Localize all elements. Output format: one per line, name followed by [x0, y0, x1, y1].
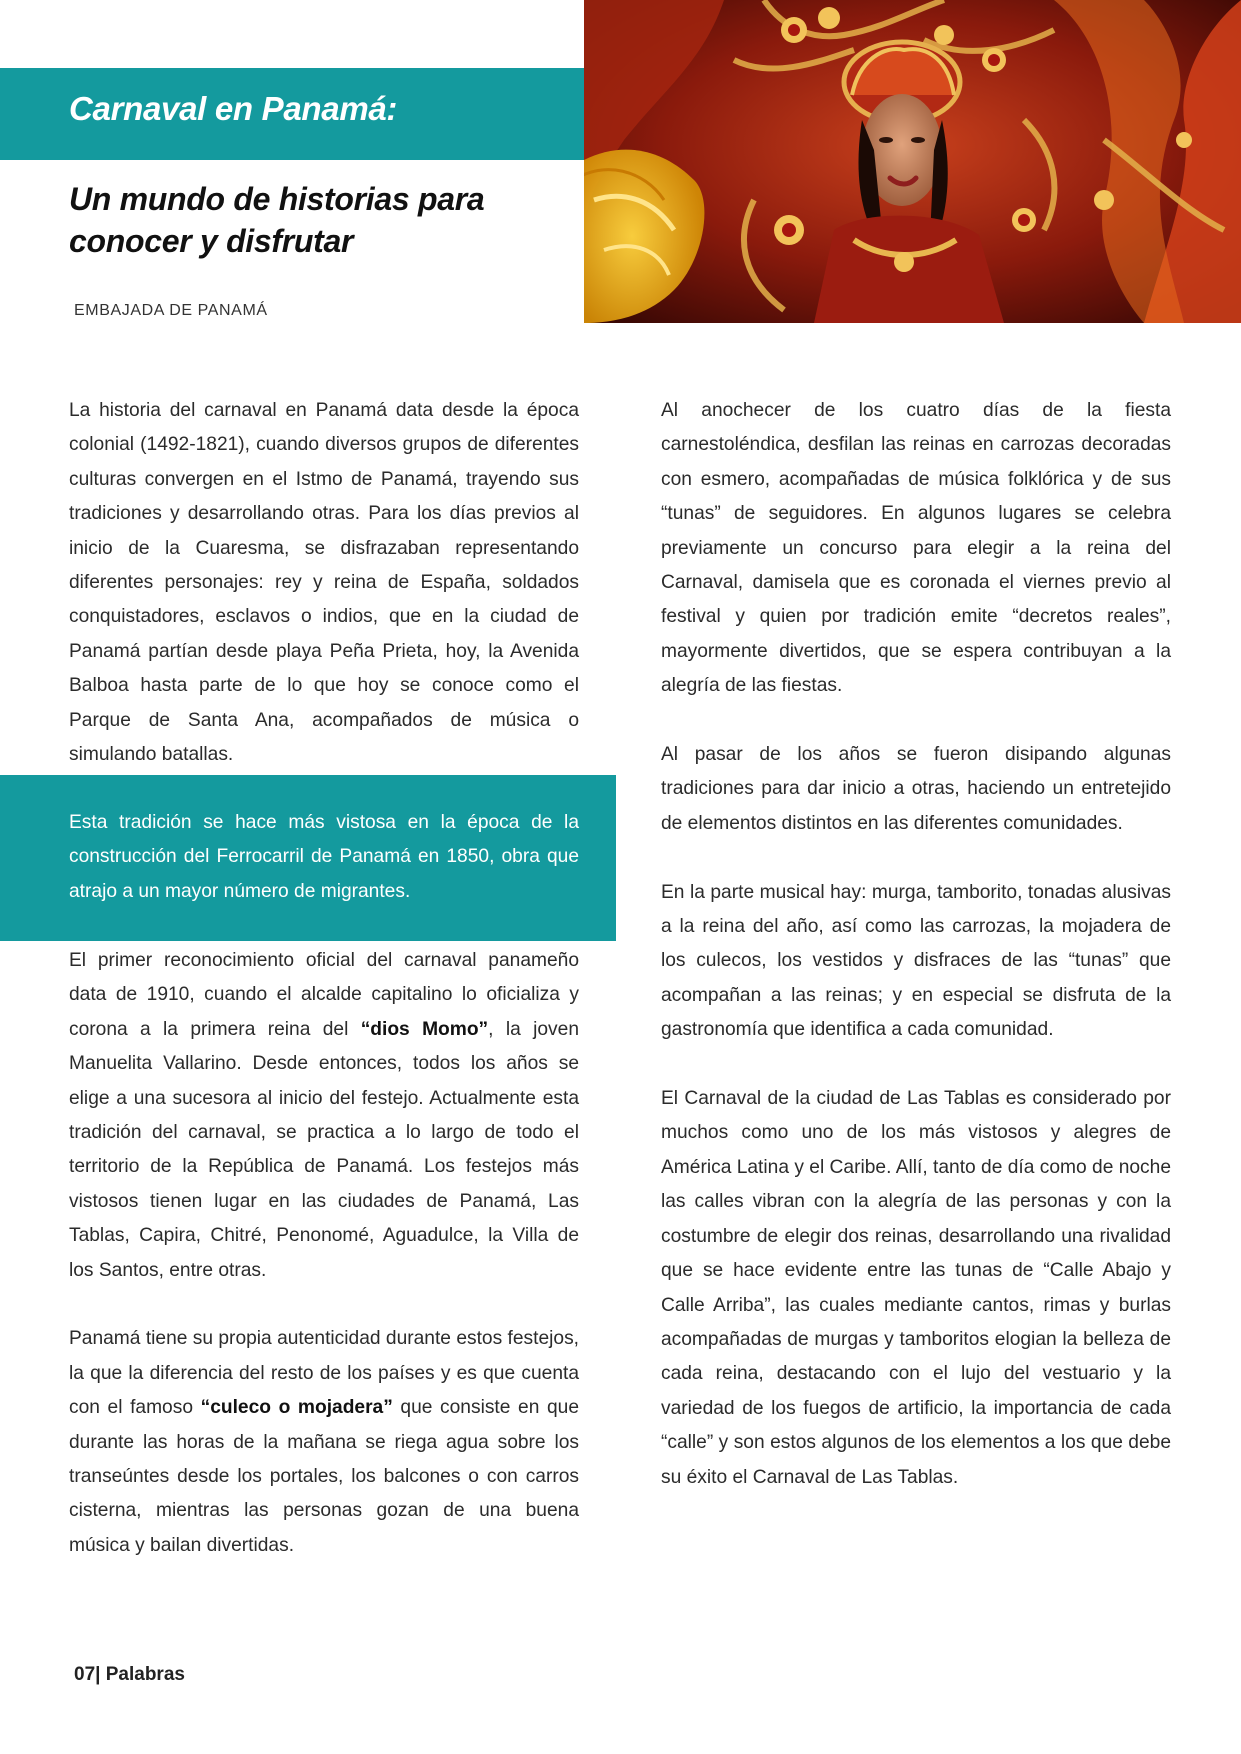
carnival-queen-illustration	[584, 0, 1241, 323]
highlight-quote: Esta tradición se hace más vistosa en la época de la construcción del Ferrocarril de Panamá en 1850, obra que atrajo a un mayor número de migrantes.	[69, 812, 579, 902]
article-author: EMBAJADA DE PANAMÁ	[74, 302, 268, 319]
right-column	[661, 394, 1171, 1495]
article-subtitle: Un mundo de historias para conocer y disfrutar	[69, 181, 485, 259]
bold-term: “dios Momo”	[360, 1018, 489, 1040]
paragraph: El Carnaval de la ciudad de Las Tablas es considerado por muchos como uno de los más vistosos y alegres de América Latina y el Caribe. Allí, tanto de día como de noche las calles vibran con la alegría de las personas y con la costumbre de elegir dos reinas, desarrollando una rivalidad que se hace evidente entre las tunas de “Calle Abajo y Calle Arriba”, las cuales mediante cantos, rimas y burlas acompañadas de murgas y tamboritos elogian la belleza de cada reina, destacando con el lujo del vestuario y la variedad de los fuegos de artificio, la importancia de cada “calle” y son estos algunos de los elementos a los que debe su éxito el Carnaval de Las Tablas.	[661, 1088, 1171, 1488]
paragraph: Panamá tiene su propia autenticidad durante estos festejos, la que la diferencia del resto de los países y es que cuenta con el famoso “culeco o mojadera” que consiste en que durante las horas de la mañana se riega agua sobre los transeúntes desde los portales, los balcones o con carros cisterna, mientras las personas gozan de una buena música y bailan divertidas.	[69, 1328, 579, 1556]
page-footer: 07| Palabras	[74, 1664, 185, 1685]
paragraph: En la parte musical hay: murga, tamborito, tonadas alusivas a la reina del año, así como las carrozas, la mojadera de los culecos, los vestidos y disfraces de las “tunas” que acompañan a las reinas; y en especial se disfruta de la gastronomía que identifica a cada comunidad.	[661, 881, 1171, 1041]
paragraph: Al anochecer de los cuatro días de la fiesta carnestoléndica, desfilan las reinas en carrozas decoradas con esmero, acompañadas de música folklórica y de sus “tunas” de seguidores. En algunos lugares se celebra previamente un concurso para elegir a la reina del Carnaval, damisela que es coronada el viernes previo al festival y quien por tradición emite “decretos reales”, mayormente divertidos, que se espera contribuyan a la alegría de las fiestas.	[661, 400, 1171, 697]
bold-term: “culeco o mojadera”	[200, 1397, 393, 1419]
left-column	[69, 394, 579, 772]
carnival-queen-photo	[584, 0, 1241, 323]
paragraph: La historia del carnaval en Panamá data desde la época colonial (1492-1821), cuando diversos grupos de diferentes culturas convergen en el Istmo de Panamá, trayendo sus tradiciones y desarrollando otras. Para los días previos al inicio de la Cuaresma, se disfrazaban representando diferentes personajes: rey y reina de España, soldados conquistadores, esclavos o indios, que en la ciudad de Panamá partían desde playa Peña Prieta, hoy, la Avenida Balboa hasta parte de lo que hoy se conoce como el Parque de Santa Ana, acompañados de música o simulando batallas.	[69, 400, 579, 766]
left-column-continued	[69, 944, 579, 1563]
paragraph: Al pasar de los años se fueron disipando algunas tradiciones para dar inicio a otras, haciendo un entretejido de elementos distintos en las diferentes comunidades.	[661, 744, 1171, 834]
paragraph: El primer reconocimiento oficial del carnaval panameño data de 1910, cuando el alcalde capitalino lo oficializa y corona a la primera reina del “dios Momo”, la joven Manuelita Vallarino. Desde entonces, todos los años se elige a una sucesora al inicio del festejo. Actualmente esta tradición del carnaval, se practica a lo largo de todo el territorio de la República de Panamá. Los festejos más vistosos tienen lugar en las ciudades de Panamá, Las Tablas, Capira, Chitré, Penonomé, Aguadulce, la Villa de los Santos, entre otras.	[69, 950, 579, 1281]
article-title: Carnaval en Panamá:	[69, 90, 398, 127]
